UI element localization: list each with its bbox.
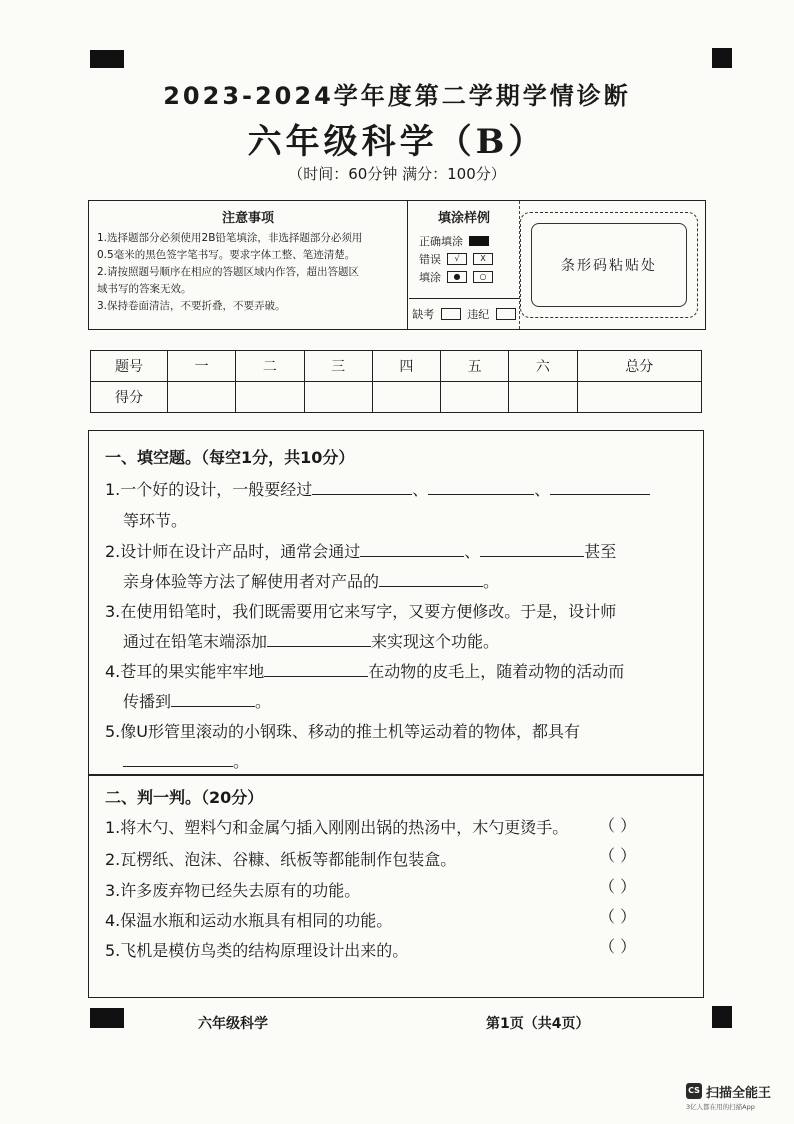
q5-period: 。 [233,752,250,771]
column-header: 一 [168,351,236,382]
answer-parentheses[interactable]: （ ） [599,846,637,865]
watermark-brand: 扫描全能王 [706,1086,772,1101]
wrong-fill-label: 错误 [419,253,441,266]
judge-item-1: 1.将木勺、塑料勺和金属勺插入刚刚出锅的热汤中，木勺更烫手。 [105,818,569,837]
cross-box-icon: X [473,253,493,265]
score-cell[interactable] [168,382,236,413]
q4-text-line2: 传播到 [123,692,172,711]
notice-line: 0.5毫米的黑色签字笔书写。要求字体工整、笔迹清楚。 [97,249,356,261]
dot-box-icon: ● [447,271,467,283]
footer-subject: 六年级科学 [198,1016,268,1032]
circle-box-icon: ○ [473,271,493,283]
score-cell[interactable] [577,382,702,413]
registration-mark-top-left [90,50,124,68]
registration-mark-top-right [712,48,732,68]
q4-continuation [123,689,271,712]
question-5: 5.像U形管里滚动的小钢珠、移动的推土机等运动着的物体，都具有 [105,722,580,741]
q2-period: 。 [483,572,500,591]
score-cell[interactable] [236,382,304,413]
q1-blank-1[interactable] [312,478,412,495]
score-cell[interactable] [509,382,577,413]
q1-separator: 、 [412,480,429,499]
barcode-label: 条形码粘贴处 [531,223,687,307]
violation-label: 违纪 [467,308,490,321]
footer-page-number: 第1页（共4页） [486,1016,590,1032]
notice-line: 3.保持卷面清洁，不要折叠，不要弄破。 [97,300,286,312]
column-header: 四 [372,351,440,382]
score-cell[interactable] [372,382,440,413]
correct-fill-row [419,232,519,250]
answer-parentheses[interactable]: （ ） [599,907,637,926]
judge-item-5: 5.飞机是模仿鸟类的结构原理设计出来的。 [105,941,409,960]
check-box-icon: √ [447,253,467,265]
fill-label: 填涂 [419,271,441,284]
question-3: 3.在使用铅笔时，我们既需要用它来写字，又要方便修改。于是，设计师 [105,602,617,621]
column-header: 二 [236,351,304,382]
q1-continuation: 等环节。 [123,511,188,530]
absent-label: 缺考 [412,308,435,321]
q4-period: 。 [255,692,272,711]
wrong-fill-row [419,250,519,268]
q3-blank[interactable] [267,630,371,647]
q3-text: 通过在铅笔末端添加 [123,632,268,651]
q1-text: 1.一个好的设计，一般要经过 [105,480,313,499]
notice-line: 域书写的答案无效。 [97,283,192,295]
absent-checkbox[interactable] [441,308,461,320]
q3-continuation [123,629,499,652]
correct-fill-label: 正确填涂 [419,235,463,248]
notice-heading: 注意事项 [221,211,274,226]
exam-title-line2: 六年级科学（B） [247,122,547,162]
notice-line: 1.选择题部分必须使用2B铅笔填涂，非选择题部分必须用 [97,232,363,244]
true-false-section [88,774,704,998]
q3-text-end: 来实现这个功能。 [371,632,500,651]
score-table-header-row [91,351,702,382]
watermark-tagline: 3亿人都在用的扫描App [686,1103,755,1111]
notice-line: 2.请按照题号顺序在相应的答题区域内作答，超出答题区 [97,266,360,278]
q1-blank-3[interactable] [550,478,650,495]
q2-continuation [123,569,499,592]
answer-parentheses[interactable]: （ ） [599,877,637,896]
q2-text: 2.设计师在设计产品时，通常会通过 [105,542,361,561]
q4-text-end: 在动物的皮毛上，随着动物的活动而 [368,662,625,681]
section1-heading: 一、填空题。（每空1分，共10分） [105,448,355,467]
judge-item-4: 4.保温水瓶和运动水瓶具有相同的功能。 [105,911,393,930]
q2-separator: 、 [464,542,481,561]
section2-heading: 二、判一判。（20分） [105,788,264,807]
q4-blank-1[interactable] [264,660,368,677]
q5-blank[interactable] [123,750,233,767]
q2-blank-1[interactable] [360,540,464,557]
filled-box-icon [469,236,489,246]
column-header: 五 [441,351,509,382]
question-1 [105,477,650,500]
score-table [90,350,702,413]
q5-continuation [123,749,249,772]
exam-title-line1: 2023-2024学年度第二学期学情诊断 [163,82,631,110]
column-header: 六 [509,351,577,382]
violation-checkbox[interactable] [496,308,516,320]
q2-blank-3[interactable] [379,570,483,587]
absent-violation-row [409,298,519,329]
barcode-area [520,212,698,318]
question-4 [105,659,624,682]
q4-text: 4.苍耳的果实能牢牢地 [105,662,265,681]
q1-separator: 、 [534,480,551,499]
question-number-label: 题号 [91,351,168,382]
answer-parentheses[interactable]: （ ） [599,816,637,835]
score-label: 得分 [91,382,168,413]
camscanner-logo-icon: CS [686,1083,702,1099]
q4-blank-2[interactable] [171,690,255,707]
notice-section [89,201,408,329]
registration-mark-bottom-left [90,1008,124,1028]
question-2 [105,539,616,562]
registration-mark-bottom-right [712,1006,732,1028]
score-table-score-row [91,382,702,413]
score-cell[interactable] [441,382,509,413]
q2-text-end: 甚至 [584,542,617,561]
fill-sample-section [409,201,520,329]
fill-in-section [88,430,704,776]
judge-item-3: 3.许多废弃物已经失去原有的功能。 [105,881,361,900]
answer-parentheses[interactable]: （ ） [599,937,637,956]
column-header: 总分 [577,351,702,382]
score-cell[interactable] [304,382,372,413]
fill-row [419,268,519,286]
q2-blank-2[interactable] [480,540,584,557]
q1-blank-2[interactable] [428,478,534,495]
q2-text-line2: 亲身体验等方法了解使用者对产品的 [123,572,380,591]
exam-subtitle: （时间：60分钟 满分：100分） [288,165,506,183]
judge-item-2: 2.瓦楞纸、泡沫、谷糠、纸板等都能制作包装盒。 [105,850,457,869]
fill-sample-heading: 填涂样例 [437,211,490,226]
column-header: 三 [304,351,372,382]
